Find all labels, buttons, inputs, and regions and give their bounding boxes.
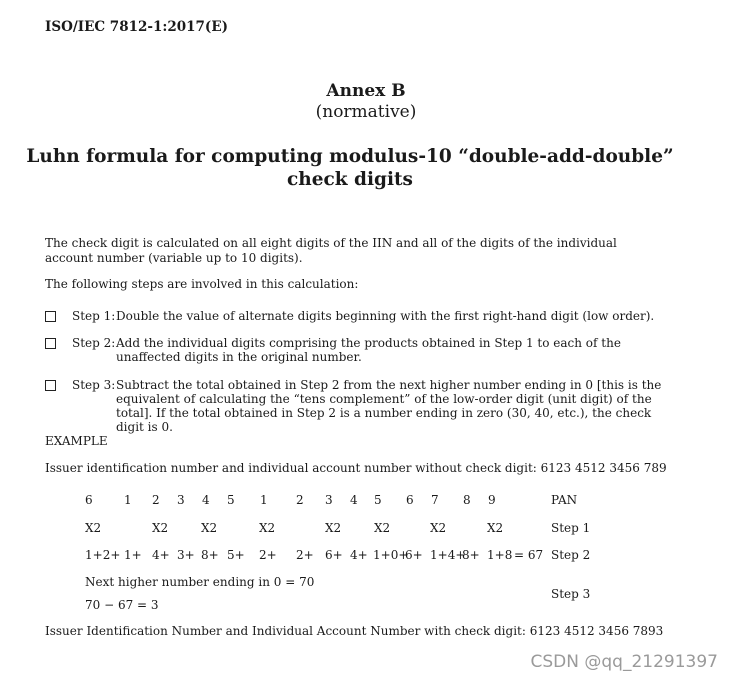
checkbox-icon xyxy=(45,380,56,391)
step3-label: Step 3 xyxy=(551,587,591,601)
pan-digit: 3 xyxy=(325,493,333,507)
pan-digit: 1 xyxy=(260,493,268,507)
step2-term: 2+ xyxy=(259,548,277,562)
intro-paragraph: The check digit is calculated on all eight digits of the IIN and all of the digits of the individual account number (variable up to 10 digits). xyxy=(45,236,617,265)
step1-multiplier: X2 xyxy=(259,521,276,535)
step2-term: 1+4+ xyxy=(430,548,466,562)
step2-term: 1+0+ xyxy=(373,548,409,562)
pan-digit: 6 xyxy=(85,493,93,507)
checkbox-icon xyxy=(45,338,56,349)
pan-digit: 8 xyxy=(463,493,471,507)
step3-line2: 70 − 67 = 3 xyxy=(85,598,159,612)
checkbox-icon xyxy=(45,311,56,322)
step2-term: 4+ xyxy=(152,548,170,562)
pan-digit: 5 xyxy=(227,493,235,507)
step1-multiplier: X2 xyxy=(325,521,342,535)
step2-term: 8+ xyxy=(462,548,480,562)
step-text: Subtract the total obtained in Step 2 from the next higher number ending in 0 [this is the equivalent of calculating the “tens complement” of the low-order digit (unit digit) of the total]. If the total obtained in Step 2 is a number ending in zero (30, 40, etc.), the check digit is 0. xyxy=(116,378,662,434)
step1-multiplier: X2 xyxy=(430,521,447,535)
step1-multiplier: X2 xyxy=(201,521,218,535)
pan-digit: 3 xyxy=(177,493,185,507)
step2-term: 5+ xyxy=(227,548,245,562)
annex-subtitle: (normative) xyxy=(315,102,417,122)
annex-heading xyxy=(0,145,700,191)
step2-term: 1+ xyxy=(124,548,142,562)
step2-term: 2+ xyxy=(296,548,314,562)
step1-multiplier: X2 xyxy=(487,521,504,535)
step1-multiplier: X2 xyxy=(152,521,169,535)
step2-total: = 67 xyxy=(514,548,544,562)
annex-heading-line1: Luhn formula for computing modulus-10 “double-add-double” xyxy=(26,146,674,167)
step-label: Step 1: xyxy=(72,309,116,323)
step-text: Double the value of alternate digits beginning with the first right-hand digit (low order). xyxy=(116,309,655,323)
pan-digit: 5 xyxy=(374,493,382,507)
step3-line1: Next higher number ending in 0 = 70 xyxy=(85,575,315,589)
step1-multiplier: X2 xyxy=(374,521,391,535)
step1-multiplier: X2 xyxy=(85,521,102,535)
pan-digit: 2 xyxy=(296,493,304,507)
step2-term: 4+ xyxy=(350,548,368,562)
standard-header: ISO/IEC 7812-1:2017(E) xyxy=(45,19,228,35)
step2-term: 1+2+ xyxy=(85,548,121,562)
step2-term: 1+8 xyxy=(487,548,513,562)
step2-term: 6+ xyxy=(325,548,343,562)
step-label: Step 2: xyxy=(72,336,116,350)
pan-digit: 6 xyxy=(406,493,414,507)
step2-term: 3+ xyxy=(177,548,195,562)
pan-digit: 1 xyxy=(124,493,132,507)
step1-label: Step 1 xyxy=(551,521,591,535)
pan-digit: 4 xyxy=(350,493,358,507)
pan-digit: 2 xyxy=(152,493,160,507)
pan-label: PAN xyxy=(551,493,578,507)
annex-heading-line2: check digits xyxy=(287,169,413,190)
watermark: CSDN @qq_21291397 xyxy=(530,652,718,672)
step-label: Step 3: xyxy=(72,378,116,392)
pan-digit: 9 xyxy=(488,493,496,507)
pan-digit: 7 xyxy=(431,493,439,507)
pan-digit: 4 xyxy=(202,493,210,507)
step2-term: 6+ xyxy=(405,548,423,562)
example-line: Issuer identification number and individual account number without check digit: 6123 4512 3456 789 xyxy=(45,461,667,475)
steps-intro: The following steps are involved in this calculation: xyxy=(45,277,359,291)
step-text: Add the individual digits comprising the products obtained in Step 1 to each of the unaffected digits in the original number. xyxy=(116,336,621,364)
example-label: EXAMPLE xyxy=(45,434,108,448)
step2-term: 8+ xyxy=(201,548,219,562)
annex-title: Annex B xyxy=(326,81,406,101)
step2-label: Step 2 xyxy=(551,548,591,562)
example-final-line: Issuer Identification Number and Individual Account Number with check digit: 6123 4512 3456 7893 xyxy=(45,624,664,638)
